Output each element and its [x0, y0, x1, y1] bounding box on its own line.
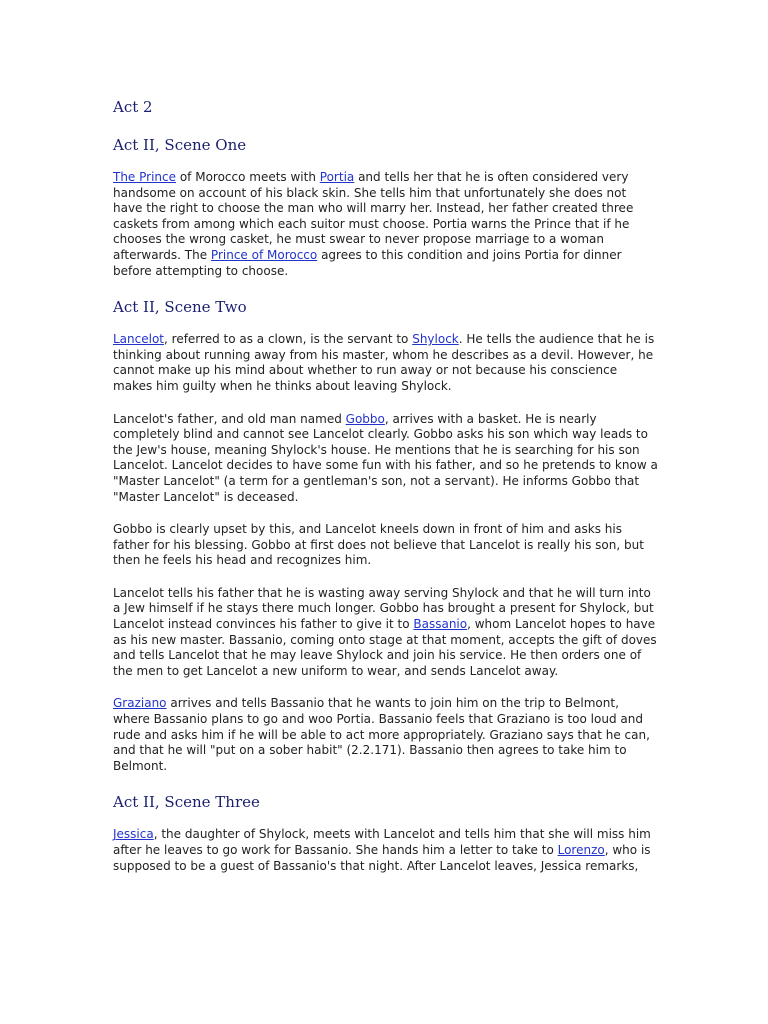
- scene-two-paragraph-2: [113, 412, 658, 506]
- link-gobbo[interactable]: Gobbo: [345, 411, 385, 426]
- link-prince-of-morocco[interactable]: Prince of Morocco: [210, 247, 318, 262]
- scene-two-paragraph-1: [113, 332, 658, 394]
- scene-two-heading: Act II, Scene Two: [113, 298, 247, 317]
- scene-two-paragraph-5: [113, 696, 658, 774]
- act-title: Act 2: [113, 98, 153, 116]
- document-page: [113, 96, 658, 891]
- text-span: . He tells the audience that he is thinking about running away from his master, whom he describes as a devil. However, he cannot make up his mind about whether to run away or not because his conscience makes him guilty when he thinks about leaving Shylock.: [113, 332, 655, 393]
- scene-one-heading: Act II, Scene One: [113, 136, 247, 154]
- text-span: and tells her that he is often considered very handsome on account of his black skin. She tells him that unfortunately she does not have the right to choose the man who will marry her. Instead, her father created three caskets from among which each suitor must choose. Portia warns the Prince that if he chooses the wrong casket, he must swear to never propose marriage to a woman afterwards. The: [113, 170, 634, 262]
- link-the-prince[interactable]: The Prince: [113, 170, 177, 184]
- scene-three-paragraph: [113, 827, 658, 874]
- link-portia[interactable]: Portia: [319, 170, 355, 184]
- text-span: Lancelot tells his father that he is wasting away serving Shylock and that he will turn into a Jew himself if he stays there much longer. Gobbo has brought a present for Shylock, but Lancelot instead convinces his father to give it to: [113, 585, 654, 632]
- scene-one-paragraph: [113, 170, 658, 279]
- scene-three-heading: Act II, Scene Three: [113, 793, 260, 812]
- text-span: , referred to as a clown, is the servant to: [164, 332, 413, 347]
- text-span: agrees to this condition and joins Portia for dinner before attempting to choose.: [113, 247, 622, 278]
- link-jessica[interactable]: Jessica: [113, 827, 154, 842]
- scene-two-paragraph-4: [113, 586, 658, 680]
- scene-two-paragraph-3: Gobbo is clearly upset by this, and Lancelot kneels down in front of him and asks his father for his blessing. Gobbo at first does not believe that Lancelot is really his son, but then he feels his head and recognizes him.: [113, 522, 644, 568]
- link-lancelot[interactable]: Lancelot: [113, 332, 165, 347]
- text-span: , who is supposed to be a guest of Bassanio's that night. After Lancelot leaves, Jessica remarks,: [113, 843, 651, 873]
- link-graziano[interactable]: Graziano: [113, 696, 167, 711]
- text-span: Lancelot's father, and old man named: [113, 411, 346, 426]
- text-span: , whom Lancelot hopes to have as his new master. Bassanio, coming onto stage at that moment, accepts the gift of doves and tells Lancelot that he may leave Shylock and join his service. He then orders one of the men to get Lancelot a new uniform to wear, and sends Lancelot away.: [113, 617, 657, 678]
- text-span: of Morocco meets with: [176, 170, 320, 184]
- link-shylock[interactable]: Shylock: [412, 332, 459, 347]
- link-lorenzo[interactable]: Lorenzo: [557, 843, 605, 857]
- text-span: , arrives with a basket. He is nearly completely blind and cannot see Lancelot clearly. Gobbo asks his son which way leads to the Jew's house, meaning Shylock's house. He mentions that he is searching for his son Lancelot. Lancelot decides to have some fun with his father, and so he pretends to know a "Master Lancelot" (a term for a gentleman's son, not a servant). He informs Gobbo that "Master Lancelot" is deceased.: [113, 411, 658, 504]
- link-bassanio[interactable]: Bassanio: [413, 617, 468, 632]
- text-span: arrives and tells Bassanio that he wants to join him on the trip to Belmont, where Bassanio plans to go and woo Portia. Bassanio feels that Graziano is too loud and rude and asks him if he will be able to act more appropriately. Graziano says that he can, and that he will "put on a sober habit" (2.2.171). Bassanio then agrees to take him to Belmont.: [113, 696, 650, 773]
- text-span: , the daughter of Shylock, meets with Lancelot and tells him that she will miss him after he leaves to go work for Bassanio. She hands him a letter to take to: [113, 827, 651, 857]
